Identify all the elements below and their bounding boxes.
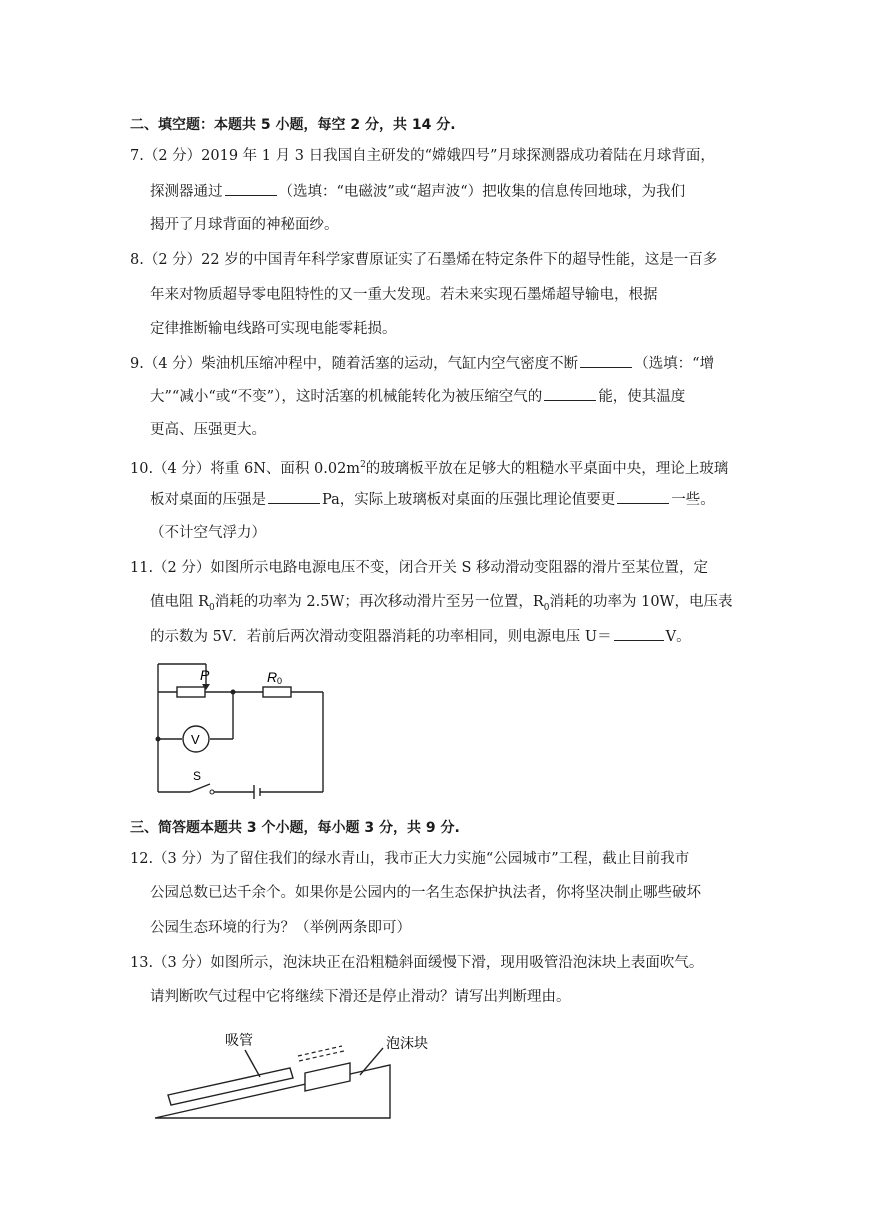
q10-line-3: （不计空气浮力）: [150, 525, 266, 541]
q13-line-1: 13.（3 分）如图所示，泡沫块正在沿粗糙斜面缓慢下滑，现用吸管沿泡沫块上表面吹气。: [130, 955, 704, 971]
label-v: V: [191, 732, 200, 747]
q8-line-1: 8.（2 分）22 岁的中国青年科学家曹原证实了石墨烯在特定条件下的超导性能，这是一百多: [130, 252, 718, 268]
answer-blank[interactable]: [544, 386, 596, 401]
label-s: S: [193, 769, 202, 783]
label-straw: 吸管: [225, 1033, 253, 1049]
q12-line-3: 公园生态环境的行为？（举例两条即可）: [150, 920, 411, 936]
label-foam: 泡沫块: [386, 1036, 428, 1052]
q9-line-2: 大”“减小“或“不变”），这时活塞的机械能转化为被压缩空气的 能，使其温度: [150, 386, 685, 407]
answer-blank[interactable]: [614, 626, 664, 641]
q9-line-3: 更高、压强更大。: [150, 422, 266, 438]
answer-blank[interactable]: [225, 181, 277, 196]
air-flow-line: [298, 1046, 342, 1056]
q13-line-2: 请判断吹气过程中它将继续下滑还是停止滑动？请写出判断理由。: [150, 989, 571, 1005]
answer-blank[interactable]: [580, 353, 632, 368]
label-p: P: [200, 667, 210, 683]
q10-line-2: 板对桌面的压强是 Pa，实际上玻璃板对桌面的压强比理论值要更 一些。: [150, 489, 715, 510]
label-r: R: [267, 669, 278, 685]
q7-line-3: 揭开了月球背面的神秘面纱。: [150, 217, 339, 233]
answer-blank[interactable]: [268, 489, 320, 504]
q7-line-2: 探测器通过 （选填：“电磁波”或“超声波“）把收集的信息传回地球，为我们: [150, 181, 685, 202]
q11-line-1: 11.（2 分）如图所示电路电源电压不变，闭合开关 S 移动滑动变阻器的滑片至某位置，定: [130, 560, 709, 576]
q8-line-2: 年来对物质超导零电阻特性的又一重大发现。若未来实现石墨烯超导输电，根据: [150, 287, 658, 303]
rheostat-symbol: [177, 687, 205, 697]
q12-line-1: 12.（3 分）为了留住我们的绿水青山，我市正大力实施“公园城市”工程，截止目前我市: [130, 851, 690, 867]
incline-diagram: [150, 1020, 450, 1125]
switch-symbol: [190, 784, 210, 792]
q10-line-1: 10.（4 分）将重 6N、面积 $0.02m^2$的玻璃板平放在足够大的粗糙水平桌面中央，理论上玻璃: [130, 460, 729, 477]
circuit-diagram: [150, 660, 335, 800]
q12-line-2: 公园总数已达千余个。如果你是公园内的一名生态保护执法者，你将坚决制止哪些破坏: [150, 885, 701, 901]
air-flow-line: [299, 1051, 344, 1061]
q11-line-3: 的示数为 5V．若前后两次滑动变阻器消耗的功率相同，则电源电压 U＝ V。: [150, 626, 691, 647]
q8-line-3: 定律推断输电线路可实现电能零耗损。: [150, 321, 397, 337]
section-2-title: 二、填空题：本题共 5 小题，每空 2 分，共 14 分.: [130, 117, 456, 133]
resistor-symbol: [263, 687, 291, 697]
label-r-sub: 0: [277, 676, 283, 686]
q11-line-2: 值电阻 $R_0$消耗的功率为 2.5W；再次移动滑片至另一位置，$R_0$消耗的功率为 10W，电压表: [150, 594, 733, 613]
q7-line-1: 7.（2 分）2019 年 1 月 3 日我国自主研发的“嫦娥四号”月球探测器成功着陆在月球背面，: [130, 148, 715, 164]
section-3-title: 三、简答题本题共 3 个小题，每小题 3 分，共 9 分.: [130, 820, 460, 836]
answer-blank[interactable]: [617, 489, 669, 504]
q9-line-1: 9.（4 分）柴油机压缩冲程中，随着活塞的运动，气缸内空气密度不断 （选填：“增: [130, 353, 714, 374]
